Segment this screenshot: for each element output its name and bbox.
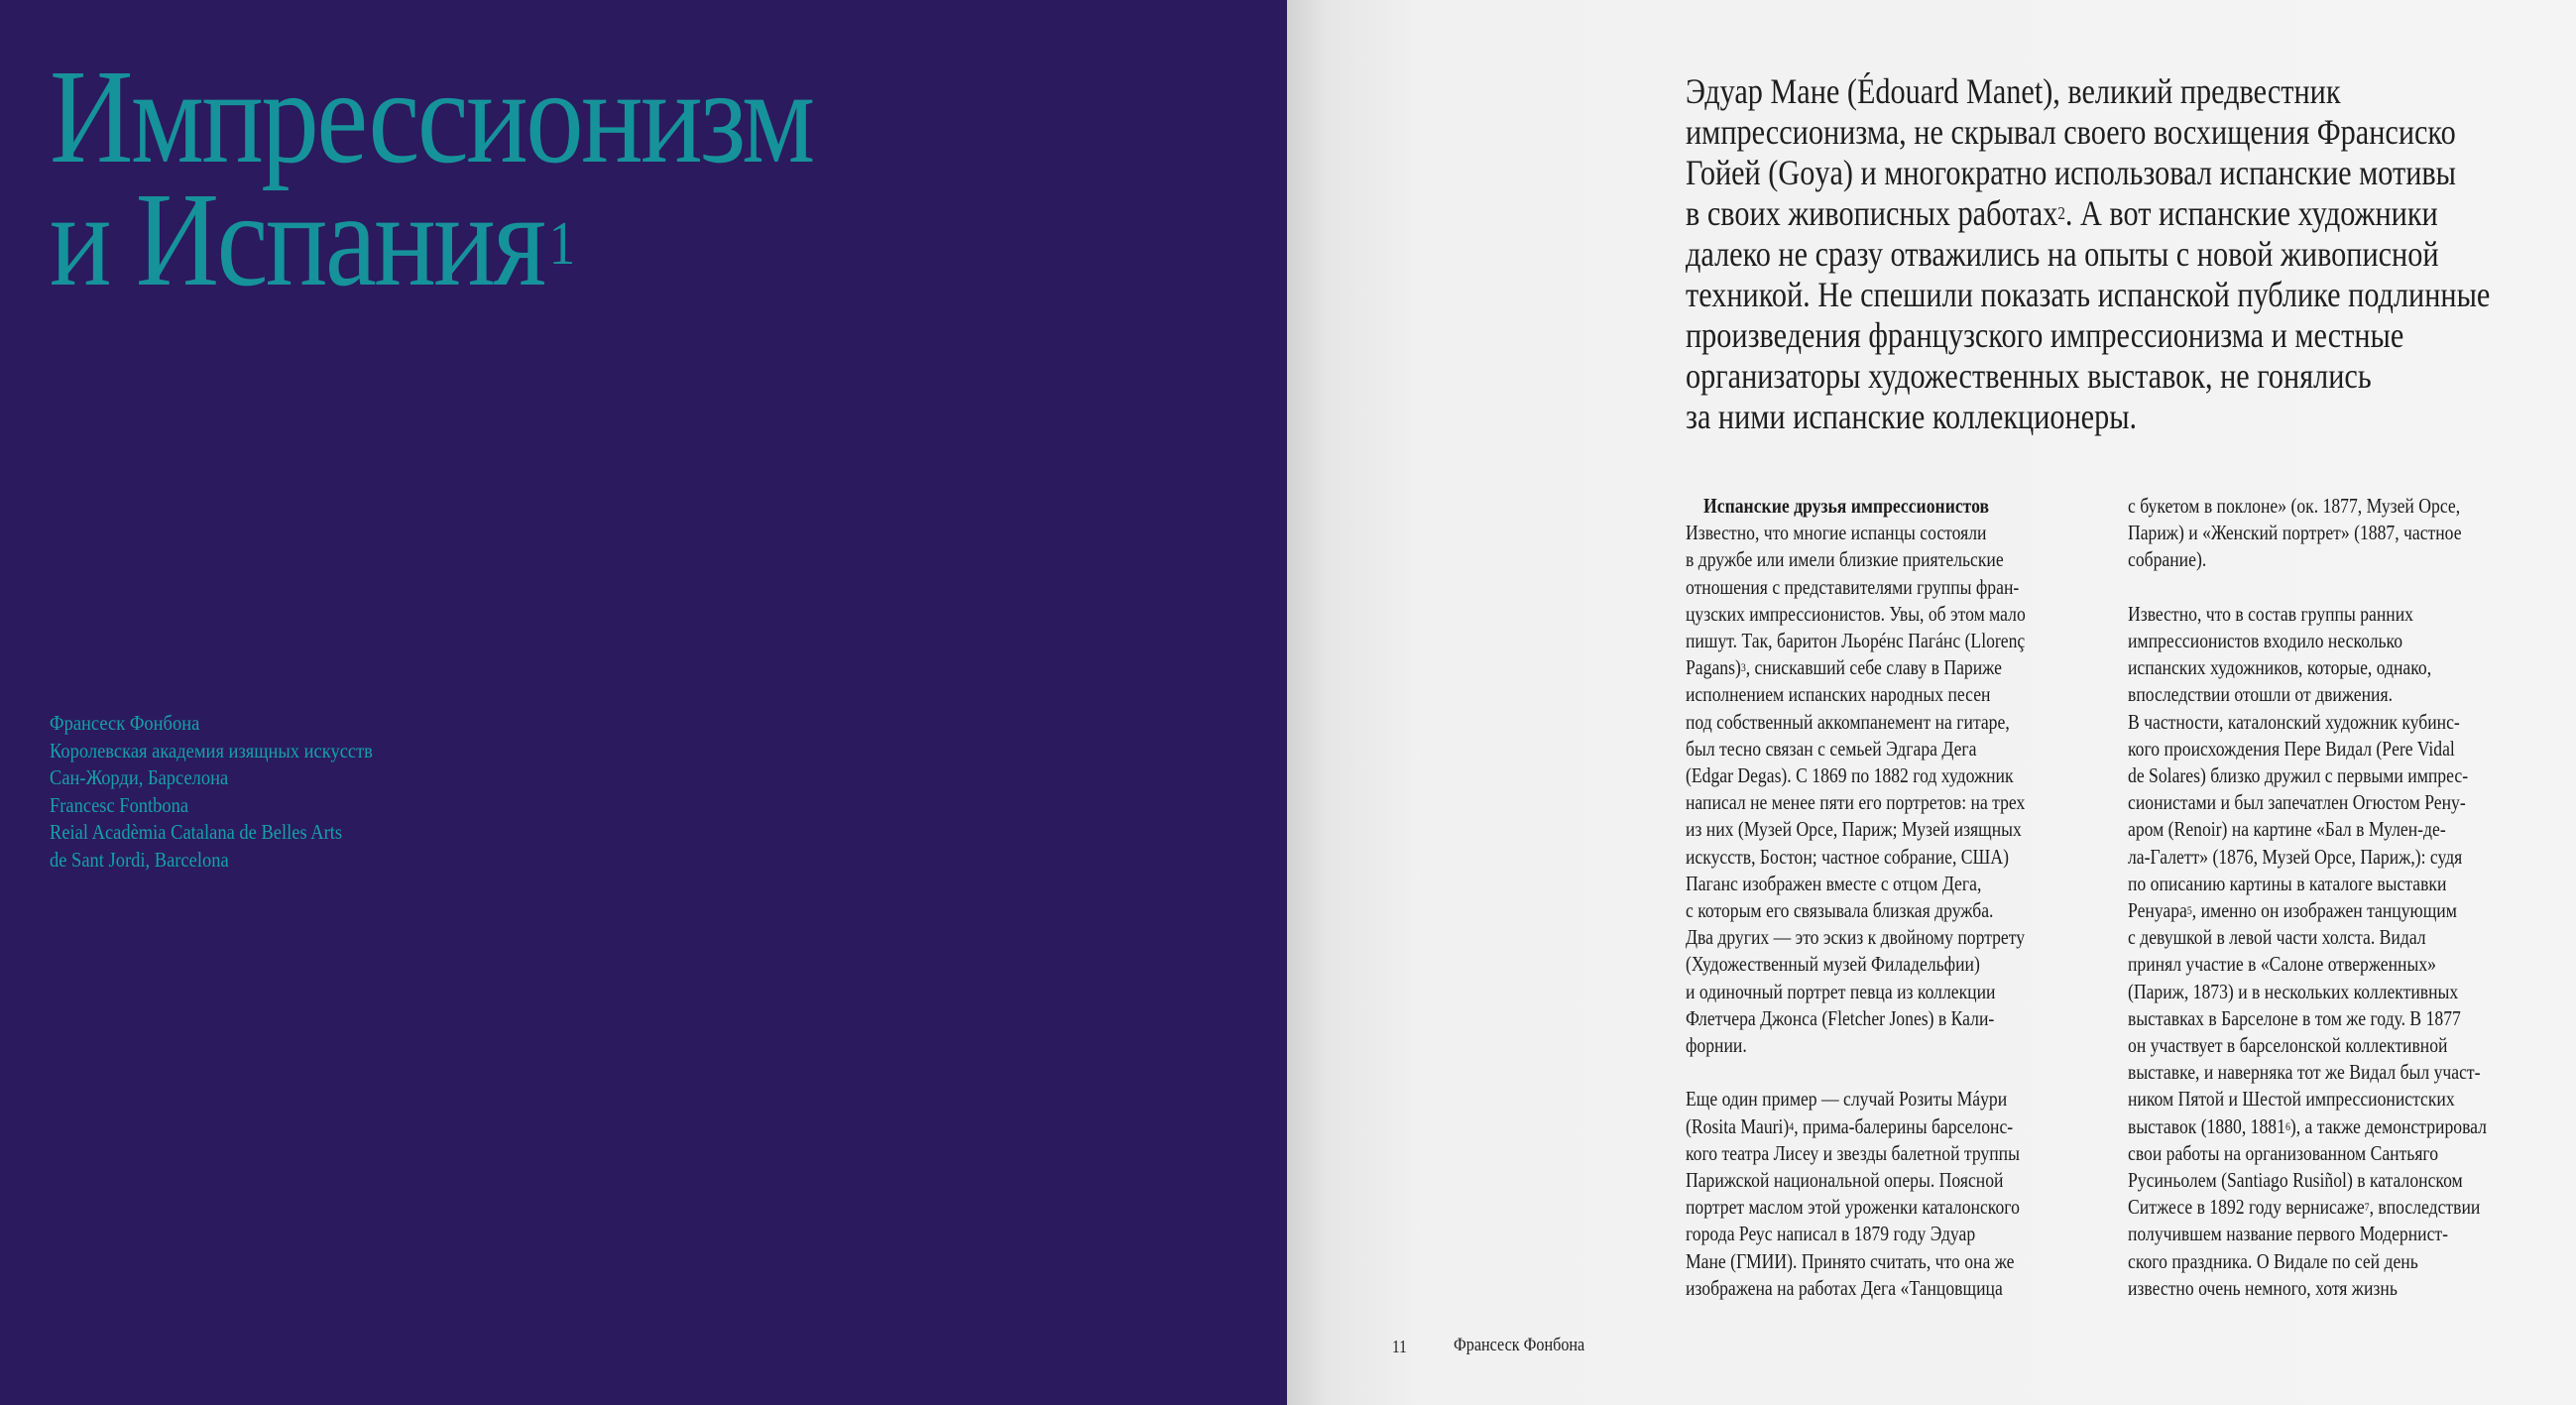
blank-line bbox=[1686, 1059, 2189, 1086]
lead-line: далеко не сразу отважились на опыты с новой живописной bbox=[1686, 234, 2439, 274]
lead-paragraph bbox=[1686, 71, 2491, 437]
text-line: и одиночный портрет певца из коллекции bbox=[1686, 979, 1996, 1003]
text-line: искусств, Бостон; частное собрание, США) bbox=[1686, 844, 2009, 869]
lead-line: импрессионизма, не скрывал своего восхищения Франсиско bbox=[1686, 112, 2456, 152]
chapter-title bbox=[50, 43, 813, 314]
text-line: собрание). bbox=[2128, 547, 2207, 572]
text-line: Два других — это эскиз к двойному портрету bbox=[1686, 925, 2026, 950]
lead-line: за ними испанские коллекционеры. bbox=[1686, 397, 2138, 436]
title-footnote-marker: 1 bbox=[548, 210, 573, 278]
title-line-2: и Испания$^1$ bbox=[50, 166, 573, 314]
text-line: выставке, и наверняка тот же Видал был участ- bbox=[2128, 1060, 2481, 1085]
text-line: ником Пятой и Шестой импрессионистских bbox=[2128, 1087, 2455, 1112]
text-line: отношения с представителями группы фран- bbox=[1686, 574, 2020, 599]
text-line: Паганс изображен вместе с отцом Дега, bbox=[1686, 871, 1982, 895]
lead-line: техникой. Не спешили показать испанской публике подлинные bbox=[1686, 275, 2491, 314]
author-line: Франсеск Фонбона bbox=[50, 711, 200, 735]
text-line: импрессионистов входило несколько bbox=[2128, 629, 2403, 652]
text-line: Известно, что в состав группы ранних bbox=[2128, 601, 2413, 626]
lead-line: Гойей (Goya) и многократно использовал испанские мотивы bbox=[1686, 153, 2456, 192]
footnote-marker: 4 bbox=[1789, 1118, 1795, 1133]
lead-line: в своих живописных работах$^2$. А вот испанские художники bbox=[1686, 193, 2438, 233]
text-line: исполнением испанских народных песен bbox=[1686, 682, 1991, 707]
text-line: изображена на работах Дега «Танцовщица bbox=[1686, 1275, 2003, 1300]
body-column-1 bbox=[1686, 493, 2189, 1302]
text-line: цузских импрессионистов. Увы, об этом мало bbox=[1686, 601, 2026, 626]
text-line: кого театра Лисеу и звезды балетной труппы bbox=[1686, 1140, 2020, 1165]
author-line: Сан-Жорди, Барселона bbox=[50, 765, 229, 789]
text-line: написал не менее пяти его портретов: на трех bbox=[1686, 790, 2026, 815]
text-line: портрет маслом этой уроженки каталонского bbox=[1686, 1195, 2020, 1220]
text-line: известно очень немного, хотя жизнь bbox=[2128, 1275, 2398, 1300]
text-line: Русиньолем (Santiago Rusiñol) в каталонском bbox=[2128, 1168, 2463, 1193]
text-line: кого происхождения Пере Видал (Pere Vidal bbox=[2128, 736, 2455, 761]
text-line: с девушкой в левой части холста. Видал bbox=[2128, 925, 2426, 950]
text-line: Ситжесе в 1892 году вернисаже$^7$, впоследствии bbox=[2128, 1195, 2481, 1220]
text-line: В частности, каталонский художник кубинс- bbox=[2128, 709, 2460, 734]
text-line: впоследствии отошли от движения. bbox=[2128, 682, 2393, 707]
lead-line: организаторы художественных выставок, не гонялись bbox=[1686, 356, 2372, 396]
lead-line: произведения французского импрессионизма и местные bbox=[1686, 315, 2404, 355]
body-column-2 bbox=[2128, 493, 2576, 1302]
footnote-marker: 6 bbox=[2284, 1118, 2290, 1133]
text-line: принял участие в «Салоне отверженных» bbox=[2128, 952, 2436, 977]
text-line: он участвует в барселонской коллективной bbox=[2128, 1033, 2448, 1058]
text-line: по описанию картины в каталоге выставки bbox=[2128, 871, 2447, 895]
author-line: Francesc Fontbona bbox=[50, 792, 189, 817]
title-line-1: Импрессионизм bbox=[50, 43, 813, 191]
text-line: аром (Renoir) на картине «Бал в Мулен-де- bbox=[2128, 817, 2446, 842]
author-line: Reial Acadèmia Catalana de Belles Arts bbox=[50, 820, 343, 844]
lead-line: Эдуар Мане (Édouard Manet), великий предвестник bbox=[1686, 71, 2341, 111]
text-line: Pagans)$^3$, снискавший себе славу в Париже bbox=[1686, 655, 2002, 680]
text-line: выставках в Барселоне в том же году. В 1877 bbox=[2128, 1005, 2461, 1030]
running-head: Франсеск Фонбона bbox=[1454, 1335, 1585, 1355]
text-line: форнии. bbox=[1686, 1033, 1747, 1058]
text-line: свои работы на организованном Сантьяго bbox=[2128, 1140, 2439, 1165]
footnote-marker: 7 bbox=[2364, 1200, 2370, 1215]
text-line: Мане (ГМИИ). Принято считать, что она же bbox=[1686, 1248, 2015, 1273]
text-line: (Париж, 1873) и в нескольких коллективных bbox=[2128, 979, 2459, 1003]
footnote-marker: 5 bbox=[2186, 903, 2192, 918]
author-affiliation bbox=[50, 710, 373, 874]
text-line: с которым его связывала близкая дружба. bbox=[1686, 898, 1994, 923]
author-line: de Sant Jordi, Barcelona bbox=[50, 847, 229, 872]
text-line: с букетом в поклоне» (ок. 1877, Музей Орсе, bbox=[2128, 494, 2461, 518]
text-line: (Художественный музей Филадельфии) bbox=[1686, 952, 1980, 977]
text-line: (Edgar Degas). С 1869 по 1882 год художник bbox=[1686, 763, 2014, 788]
section-subheading: Испанские друзья импрессионистов bbox=[1703, 494, 1990, 518]
text-line: из них (Музей Орсе, Париж; Музей изящных bbox=[1686, 817, 2022, 842]
blank-line bbox=[2128, 574, 2576, 601]
text-line: испанских художников, которые, однако, bbox=[2128, 655, 2432, 680]
text-line: под собственный аккомпанемент на гитаре, bbox=[1686, 709, 2010, 734]
left-page bbox=[0, 0, 1287, 1405]
page-number: 11 bbox=[1392, 1337, 1407, 1356]
text-line: de Solares) близко дружил с первыми импрес- bbox=[2128, 763, 2469, 788]
text-line: Флетчера Джонса (Fletcher Jones) в Кали- bbox=[1686, 1005, 1995, 1030]
text-line: Парижской национальной оперы. Поясной bbox=[1686, 1168, 2004, 1193]
text-line: Известно, что многие испанцы состояли bbox=[1686, 521, 1987, 545]
text-line: ла-Галетт» (1876, Музей Орсе, Париж,): судя bbox=[2128, 844, 2463, 869]
text-line: Ренуара$^5$, именно он изображен танцующим bbox=[2128, 898, 2457, 923]
text-line: (Rosita Mauri)$^4$, прима-балерины барселонс- bbox=[1686, 1113, 2014, 1138]
text-line: Париж) и «Женский портрет» (1887, частное bbox=[2128, 521, 2462, 545]
text-line: пишут. Так, баритон Льорéнс Пагáнс (Llorenç bbox=[1686, 629, 2026, 653]
footnote-marker: 2 bbox=[2057, 203, 2065, 223]
text-line: ского праздника. О Видале по сей день bbox=[2128, 1248, 2418, 1273]
text-line: сионистами и был запечатлен Огюстом Рену- bbox=[2128, 790, 2466, 815]
text-line: был тесно связан с семьей Эдгара Дега bbox=[1686, 736, 1977, 761]
author-line: Королевская академия изящных искусств bbox=[50, 738, 373, 762]
text-line: получившем название первого Модернист- bbox=[2128, 1222, 2449, 1246]
text-line: выставок (1880, 1881$^6$), а также демонстрировал bbox=[2128, 1113, 2487, 1138]
text-line: города Реус написал в 1879 году Эдуар bbox=[1686, 1222, 1976, 1246]
footnote-marker: 3 bbox=[1740, 660, 1746, 675]
text-line: Еще один пример — случай Розиты Мáури bbox=[1686, 1087, 2008, 1112]
text-line: в дружбе или имели близкие приятельские bbox=[1686, 547, 2004, 572]
